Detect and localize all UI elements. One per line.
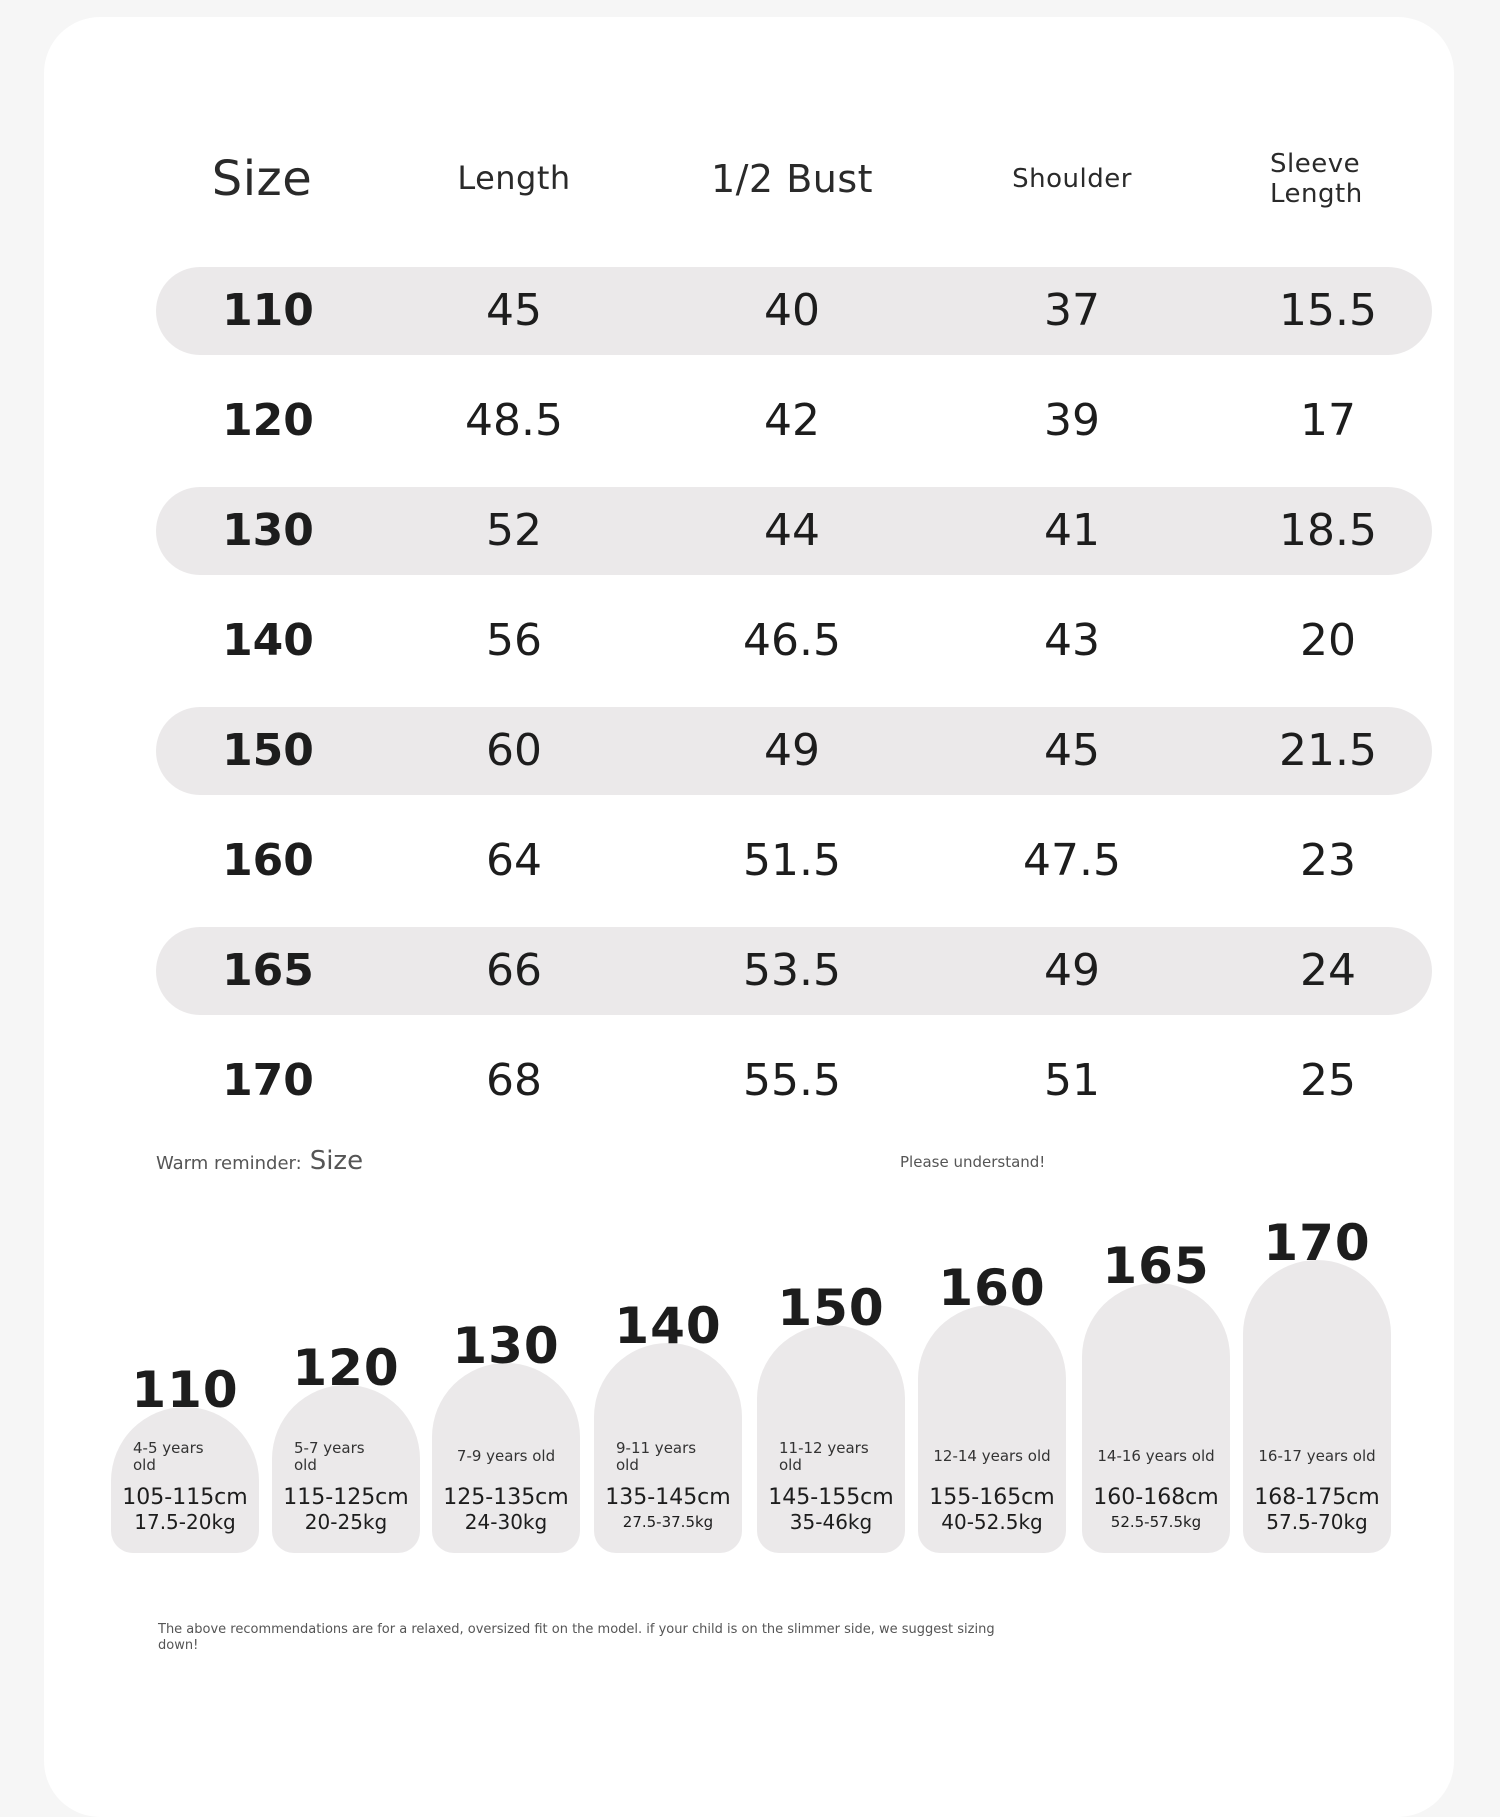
bubble-size-label: 140: [614, 1297, 722, 1355]
table-row: [156, 267, 1432, 355]
table-header: [156, 127, 1432, 267]
cell-sleeve: 20: [1300, 615, 1356, 666]
cell-length: 68: [486, 1055, 542, 1106]
size-bubble: [757, 1325, 905, 1553]
cell-sleeve: 23: [1300, 835, 1356, 886]
cell-sleeve: 17: [1300, 395, 1356, 446]
bubble-weight-range: 57.5-70kg: [1266, 1510, 1368, 1534]
size-bubble: [1082, 1283, 1230, 1553]
cell-shoulder: 49: [1044, 945, 1100, 996]
bubble-height-range: 105-115cm: [122, 1485, 248, 1510]
cell-bust: 44: [764, 505, 820, 556]
cell-sleeve: 24: [1300, 945, 1356, 996]
cell-shoulder: 43: [1044, 615, 1100, 666]
cell-length: 56: [486, 615, 542, 666]
bubble-height-weight: [594, 1486, 742, 1534]
cell-size: 165: [222, 945, 314, 996]
table-body: [156, 267, 1432, 1125]
bubble-age-range: [111, 1440, 259, 1474]
cell-sleeve: 25: [1300, 1055, 1356, 1106]
bubble-height-range: 145-155cm: [768, 1485, 894, 1510]
bubble-age-range: [918, 1448, 1066, 1465]
cell-size: 110: [222, 285, 314, 336]
bubble-age-line1: 16-17 years old: [1258, 1447, 1376, 1465]
bubble-height-range: 115-125cm: [283, 1485, 409, 1510]
cell-bust: 53.5: [743, 945, 841, 996]
table-row: [156, 927, 1432, 1015]
bubble-age-line2: old: [616, 1456, 639, 1474]
size-bubble: [432, 1363, 580, 1553]
cell-shoulder: 37: [1044, 285, 1100, 336]
bubble-age-line1: 4-5 years: [133, 1439, 204, 1457]
cell-sleeve: 15.5: [1279, 285, 1377, 336]
table-row: [156, 1037, 1432, 1125]
warm-reminder: [156, 1146, 363, 1176]
bubble-age-range: [757, 1440, 905, 1474]
bubble-age-line1: 14-16 years old: [1097, 1447, 1215, 1465]
cell-bust: 49: [764, 725, 820, 776]
size-chart-card: [44, 17, 1454, 1817]
cell-length: 52: [486, 505, 542, 556]
reminder-label: Warm reminder:: [156, 1153, 302, 1174]
cell-size: 160: [222, 835, 314, 886]
cell-bust: 46.5: [743, 615, 841, 666]
header-size: Size: [211, 151, 313, 207]
cell-bust: 40: [764, 285, 820, 336]
please-understand-note: Please understand!: [900, 1153, 1046, 1171]
table-row: [156, 377, 1432, 465]
cell-length: 66: [486, 945, 542, 996]
cell-length: 45: [486, 285, 542, 336]
table-row: [156, 487, 1432, 575]
size-bubble: [918, 1305, 1066, 1553]
bubble-age-line1: 11-12 years: [779, 1439, 869, 1457]
size-bubble: [272, 1385, 420, 1553]
bubble-height-weight: [1082, 1486, 1230, 1534]
bubble-height-weight: [757, 1486, 905, 1534]
bubble-weight-range: 40-52.5kg: [941, 1510, 1043, 1534]
cell-bust: 42: [764, 395, 820, 446]
size-bubble: [111, 1407, 259, 1553]
bubble-weight-range: 20-25kg: [304, 1510, 388, 1534]
cell-length: 64: [486, 835, 542, 886]
bubble-weight-range: 17.5-20kg: [134, 1510, 236, 1534]
bubble-height-range: 155-165cm: [929, 1485, 1055, 1510]
cell-size: 120: [222, 395, 314, 446]
bubble-height-weight: [272, 1486, 420, 1534]
cell-sleeve: 18.5: [1279, 505, 1377, 556]
bubble-age-line2: old: [133, 1456, 156, 1474]
bubble-age-line1: 9-11 years: [616, 1439, 697, 1457]
cell-bust: 51.5: [743, 835, 841, 886]
bubble-size-label: 170: [1263, 1214, 1371, 1272]
cell-size: 130: [222, 505, 314, 556]
bubble-height-range: 160-168cm: [1093, 1485, 1219, 1510]
bubble-size-label: 110: [131, 1361, 239, 1419]
footnote: The above recommendations are for a relaxed, oversized fit on the model. if your child is on the slimmer side, we suggest sizing down!: [158, 1622, 995, 1653]
bubble-weight-range: 24-30kg: [464, 1510, 548, 1534]
bubble-weight-range: 27.5-37.5kg: [622, 1513, 714, 1531]
table-row: [156, 707, 1432, 795]
bubble-age-line1: 5-7 years: [294, 1439, 365, 1457]
size-table: [156, 127, 1432, 1147]
cell-bust: 55.5: [743, 1055, 841, 1106]
header-length: Length: [457, 159, 571, 197]
bubble-age-line1: 7-9 years old: [456, 1447, 556, 1465]
bubble-age-line2: old: [779, 1456, 802, 1474]
cell-size: 170: [222, 1055, 314, 1106]
bubble-size-label: 150: [777, 1279, 885, 1337]
size-bubble: [594, 1343, 742, 1553]
cell-shoulder: 51: [1044, 1055, 1100, 1106]
cell-length: 60: [486, 725, 542, 776]
cell-shoulder: 41: [1044, 505, 1100, 556]
bubble-age-range: [432, 1448, 580, 1465]
bubble-age-line2: old: [294, 1456, 317, 1474]
cell-size: 150: [222, 725, 314, 776]
bubble-height-range: 135-145cm: [605, 1485, 731, 1510]
bubble-height-range: 168-175cm: [1254, 1485, 1380, 1510]
cell-shoulder: 45: [1044, 725, 1100, 776]
cell-sleeve: 21.5: [1279, 725, 1377, 776]
bubble-age-range: [1082, 1448, 1230, 1465]
bubble-weight-range: 52.5-57.5kg: [1110, 1513, 1202, 1531]
cell-shoulder: 39: [1044, 395, 1100, 446]
cell-shoulder: 47.5: [1023, 835, 1121, 886]
bubble-age-line1: 12-14 years old: [933, 1447, 1051, 1465]
bubble-height-weight: [918, 1486, 1066, 1534]
bubble-weight-range: 35-46kg: [789, 1510, 873, 1534]
bubble-size-label: 130: [452, 1317, 560, 1375]
table-row: [156, 817, 1432, 905]
header-sleeve-length: Sleeve Length: [1270, 149, 1363, 209]
header-half-bust: 1/2 Bust: [710, 157, 874, 201]
bubble-height-weight: [111, 1486, 259, 1534]
reminder-size-word: Size: [309, 1146, 364, 1176]
header-shoulder: Shoulder: [1012, 164, 1132, 194]
bubble-size-label: 120: [292, 1339, 400, 1397]
cell-length: 48.5: [465, 395, 563, 446]
bubble-age-range: [1243, 1448, 1391, 1465]
bubble-age-range: [594, 1440, 742, 1474]
table-row: [156, 597, 1432, 685]
bubble-age-range: [272, 1440, 420, 1474]
bubble-size-label: 165: [1102, 1237, 1210, 1295]
bubble-size-label: 160: [938, 1259, 1046, 1317]
cell-size: 140: [222, 615, 314, 666]
bubble-height-range: 125-135cm: [443, 1485, 569, 1510]
size-bubble: [1243, 1260, 1391, 1553]
bubble-height-weight: [1243, 1486, 1391, 1534]
bubble-height-weight: [432, 1486, 580, 1534]
